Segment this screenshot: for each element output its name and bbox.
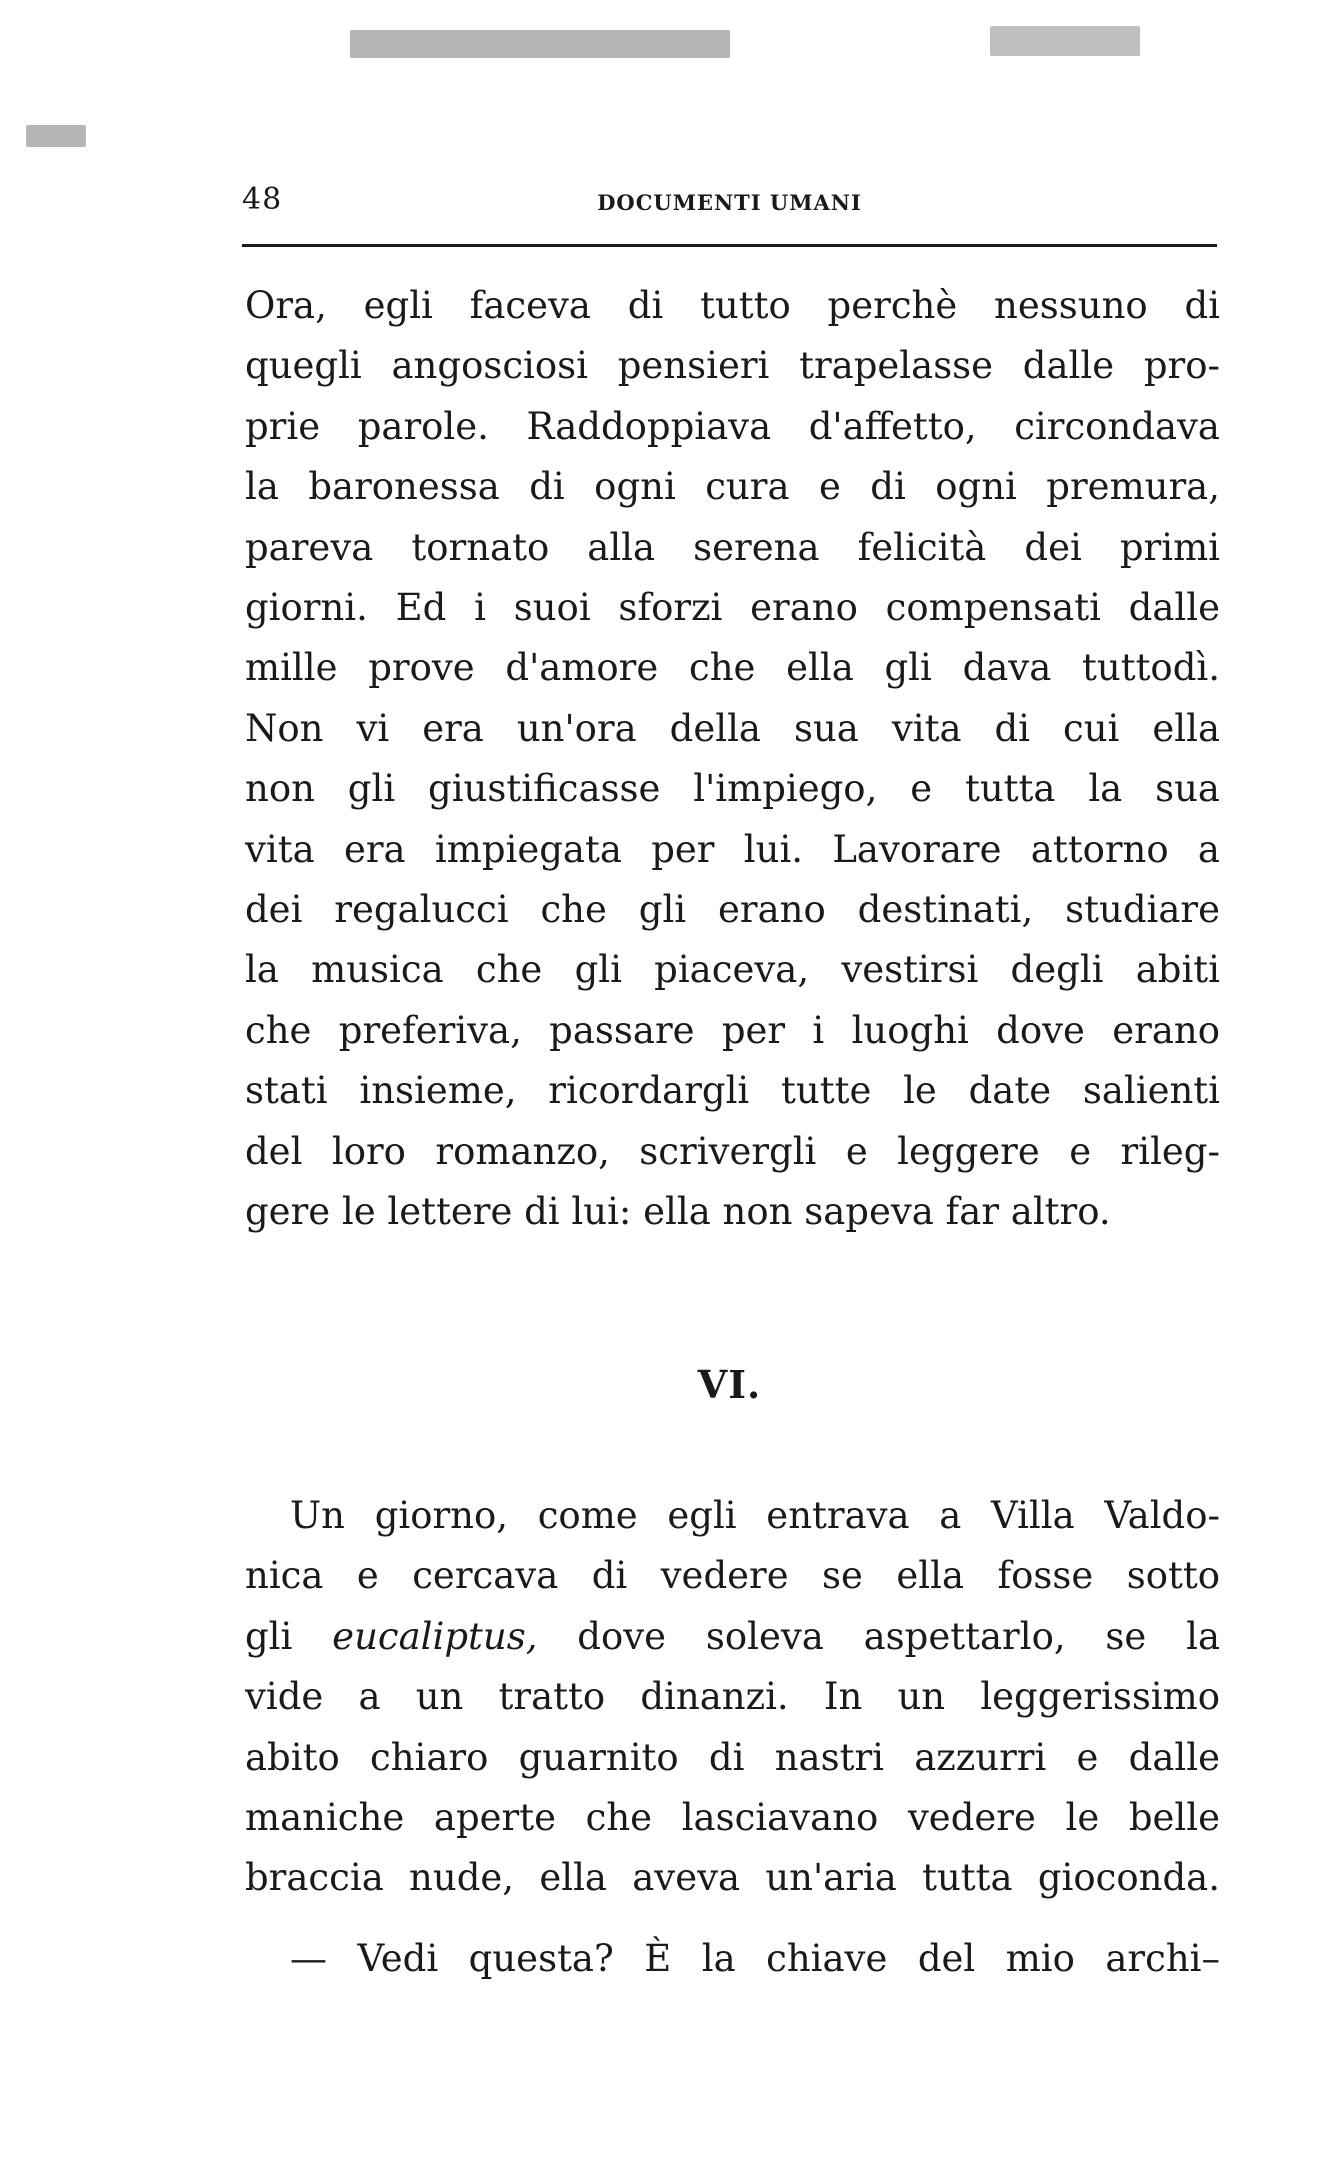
text-fragment: gli bbox=[245, 1614, 333, 1658]
paragraph-3 bbox=[245, 1929, 1220, 1989]
section-heading: VI. bbox=[697, 1362, 762, 1407]
text-line: maniche aperte che lasciavano vedere le belle bbox=[245, 1796, 1220, 1840]
text-line: braccia nude, ella aveva un'aria tutta gioconda. bbox=[245, 1856, 1220, 1900]
text-line: gere le lettere di lui: ella non sapeva far altro. bbox=[245, 1190, 1111, 1234]
text-fragment: dove soleva aspettarlo, se la bbox=[537, 1614, 1220, 1658]
text-line: la musica che gli piaceva, vestirsi degli abiti bbox=[245, 948, 1220, 992]
scan-smudge bbox=[990, 26, 1140, 56]
scan-smudge bbox=[350, 30, 730, 58]
text-line: Ora, egli faceva di tutto perchè nessuno di bbox=[245, 284, 1220, 327]
text-line: — Vedi questa? È la chiave del mio archi– bbox=[290, 1937, 1220, 1980]
text-line: vide a un tratto dinanzi. In un leggerissimo bbox=[245, 1675, 1220, 1719]
page-header bbox=[242, 182, 1217, 222]
running-head: DOCUMENTI UMANI bbox=[597, 190, 862, 215]
text-line: del loro romanzo, scrivergli e leggere e rileg- bbox=[245, 1129, 1220, 1173]
text-line: dei regalucci che gli erano destinati, studiare bbox=[245, 888, 1220, 932]
text-line: mille prove d'amore che ella gli dava tuttodì. bbox=[245, 646, 1220, 690]
text-line: abito chiaro guarnito di nastri azzurri e dalle bbox=[245, 1735, 1220, 1779]
text-line: nica e cercava di vedere se ella fosse sotto bbox=[245, 1554, 1220, 1598]
italic-word: eucaliptus, bbox=[332, 1614, 538, 1658]
text-line: giorni. Ed i suoi sforzi erano compensati dalle bbox=[245, 586, 1220, 630]
text-line: Un giorno, come egli entrava a Villa Valdo- bbox=[290, 1494, 1220, 1537]
text-line: prie parole. Raddoppiava d'affetto, circondava bbox=[245, 404, 1220, 448]
text-line: pareva tornato alla serena felicità dei primi bbox=[245, 525, 1220, 569]
text-line: la baronessa di ogni cura e di ogni premura, bbox=[245, 465, 1220, 509]
text-line: stati insieme, ricordargli tutte le date salienti bbox=[245, 1069, 1220, 1113]
text-line: che preferiva, passare per i luoghi dove erano bbox=[245, 1008, 1220, 1052]
text-line: Non vi era un'ora della sua vita di cui ella bbox=[245, 706, 1220, 750]
header-rule bbox=[242, 244, 1217, 247]
text-line: non gli giustificasse l'impiego, e tutta la sua bbox=[245, 767, 1220, 811]
page-number: 48 bbox=[242, 182, 283, 217]
paragraph-2 bbox=[245, 1486, 1220, 1909]
scan-smudge bbox=[26, 125, 86, 147]
paragraph-1 bbox=[245, 276, 1220, 1243]
text-line: quegli angosciosi pensieri trapelasse dalle pro- bbox=[245, 344, 1220, 388]
text-line bbox=[245, 1607, 1220, 1667]
text-line: vita era impiegata per lui. Lavorare attorno a bbox=[245, 827, 1220, 871]
